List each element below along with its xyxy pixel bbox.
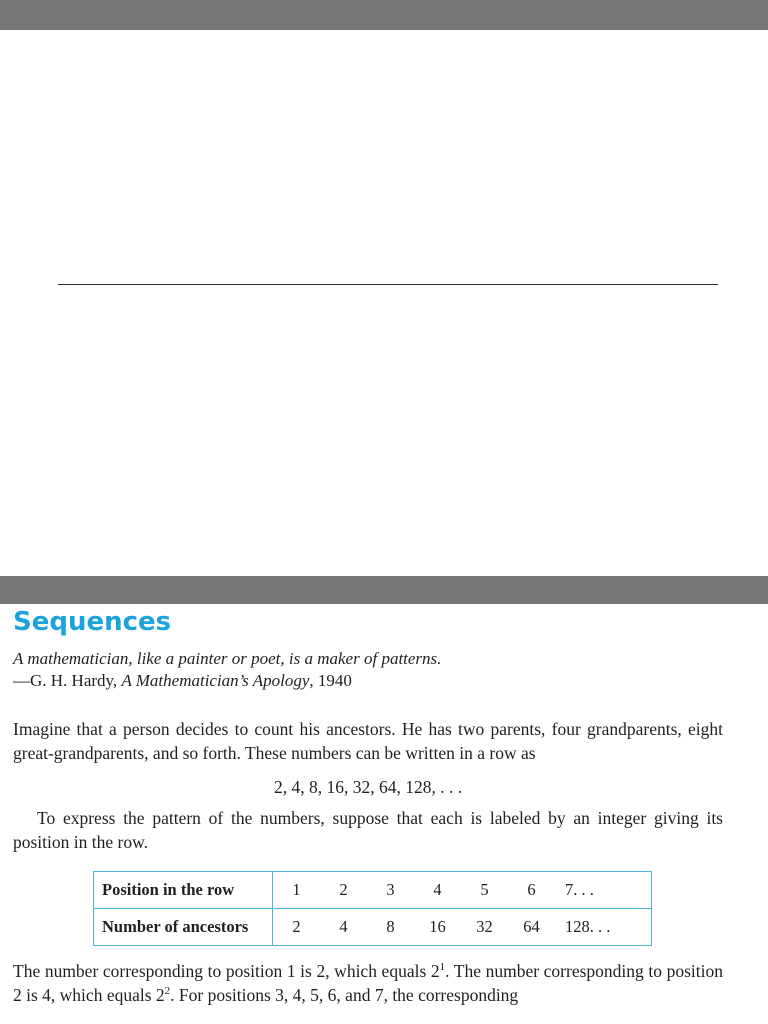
- table-row-header: Number of ancestors: [94, 909, 273, 946]
- epigraph-quote: A mathematician, like a painter or poet, is a maker of patterns.: [13, 649, 442, 668]
- section-title: Sequences: [13, 607, 172, 637]
- table-cell: 2: [320, 872, 367, 909]
- sequence-display: 2, 4, 8, 16, 32, 64, 128, . . .: [273, 777, 463, 797]
- table-row-position: [94, 872, 652, 909]
- table-cell: 1: [273, 872, 321, 909]
- table-cell: 3: [367, 872, 414, 909]
- horizontal-rule: [58, 284, 718, 285]
- ancestors-table: [93, 871, 652, 946]
- table-cell: 7. . .: [555, 872, 652, 909]
- top-gray-bar: [0, 0, 768, 30]
- table-cell: 2: [292, 917, 301, 936]
- epigraph-attribution: —G. H. Hardy, A Mathematician’s Apology, 1940: [13, 671, 352, 690]
- page-content: [13, 606, 723, 1007]
- table-cell: 8: [386, 917, 395, 936]
- paragraph-ancestors: Imagine that a person decides to count his ancestors. He has two parents, four grandparents, eight great-grandparents, and so forth. These numbers can be written in a row as: [13, 719, 723, 763]
- table-cell: 16: [429, 917, 446, 936]
- table-cell: 4: [339, 917, 348, 936]
- table-row-header: Position in the row: [94, 872, 273, 909]
- table-cell: 5: [461, 872, 508, 909]
- paragraph-powers: The number corresponding to position 1 is 2, which equals $2^1$. The number corresponding to position 2 is 4, which equals $2^2$. For positions 3, 4, 5, 6, and 7, the corresponding: [13, 961, 724, 1005]
- table-cell: 4: [414, 872, 461, 909]
- table-row-ancestors: [94, 909, 652, 946]
- paragraph-pattern: To express the pattern of the numbers, suppose that each is labeled by an integer giving its position in the row.: [13, 808, 723, 852]
- table-cell: 6: [508, 872, 555, 909]
- table-cell: 32: [476, 917, 493, 936]
- ancestors-table-wrapper: [93, 871, 723, 946]
- table-cell: 128. . .: [565, 917, 611, 936]
- page-separator-bar: [0, 576, 768, 604]
- table-cell: 64: [523, 917, 540, 936]
